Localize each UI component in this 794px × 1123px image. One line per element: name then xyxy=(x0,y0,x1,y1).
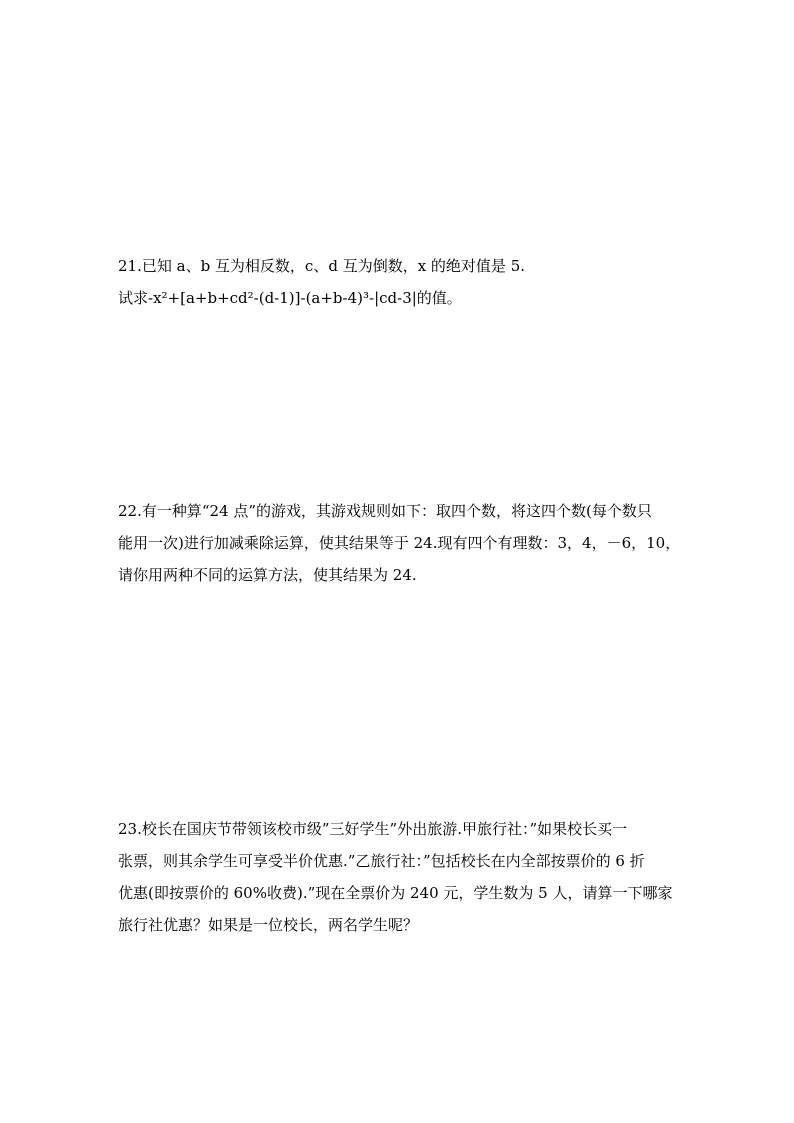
question-23-line-1: 23.校长在国庆节带领该校市级”三好学生”外出旅游.甲旅行社：”如果校长买一 xyxy=(118,820,628,838)
question-21-line-1: 21.已知 a、b 互为相反数，c、d 互为倒数，x 的绝对值是 5. xyxy=(118,257,526,275)
question-23-line-4: 旅行社优惠？如果是一位校长，两名学生呢？ xyxy=(118,916,419,934)
question-23-line-3: 优惠(即按票价的 60%收费).”现在全票价为 240 元，学生数为 5 人，请算一下哪家 xyxy=(118,884,673,902)
question-22-line-1: 22.有一种算“24 点”的游戏，其游戏规则如下：取四个数，将这四个数(每个数只 xyxy=(118,502,652,520)
question-23-line-2: 张票，则其余学生可享受半价优惠.”乙旅行社：”包括校长在内全部按票价的 6 折 xyxy=(118,852,645,870)
question-22-line-2: 能用一次)进行加减乘除运算，使其结果等于 24.现有四个有理数：3，4，－6，10， xyxy=(118,534,681,552)
question-22-line-3: 请你用两种不同的运算方法，使其结果为 24. xyxy=(118,566,417,584)
question-21-line-2: 试求-x²+[a+b+cd²-(d-1)]-(a+b-4)³-|cd-3|的值。 xyxy=(118,289,462,307)
